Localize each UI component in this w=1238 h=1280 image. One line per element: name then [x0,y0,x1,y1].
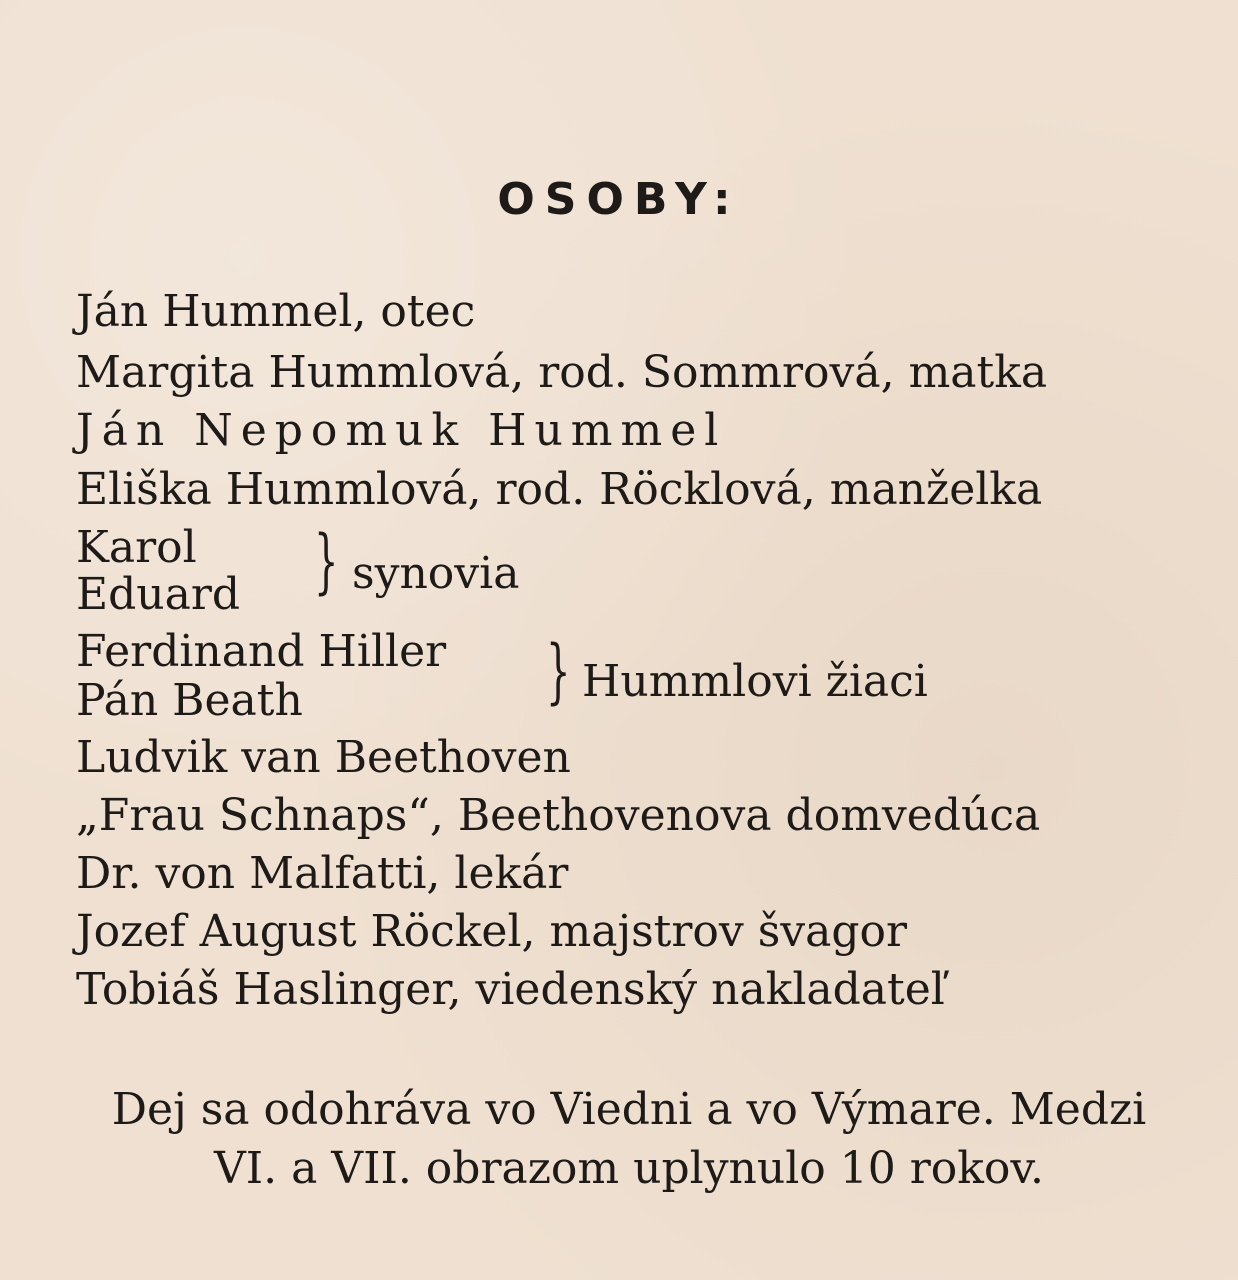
cast-line-2: Margita Hummlová, rod. Sommrová, matka [76,347,1048,398]
group1-label: synovia [352,548,520,599]
page-title: OSOBY: [497,174,741,225]
group1-name-1: Karol [76,522,197,573]
group1-name-2: Eduard [76,569,241,620]
group2-name-1: Ferdinand Hiller [76,626,447,677]
cast-line-9: Tobiáš Haslinger, viedenský nakladateľ [76,964,945,1015]
cast-line-7: Dr. von Malfatti, lekár [76,848,569,899]
cast-line-1: Ján Hummel, otec [76,286,476,337]
cast-line-6: „Frau Schnaps“, Beethovenova domvedúca [76,790,1041,841]
cast-line-8: Jozef August Röckel, majstrov švagor [76,906,908,957]
cast-line-4: Eliška Hummlová, rod. Röcklová, manželka [76,464,1043,515]
brace-icon: } [314,520,339,602]
cast-line-5: Ludvik van Beethoven [76,732,571,783]
group2-name-2: Pán Beath [76,675,303,726]
cast-line-3: Ján Nepomuk Hummel [76,405,727,456]
footer-text [74,1080,1184,1199]
footer-line-2: VI. a VII. obrazom uplynulo 10 rokov. [213,1143,1045,1195]
footer-line-1: Dej sa odohráva vo Viedni a vo Výmare. Medzi [111,1084,1147,1135]
group2-label: Hummlovi žiaci [582,656,928,707]
brace-icon: } [546,630,571,712]
